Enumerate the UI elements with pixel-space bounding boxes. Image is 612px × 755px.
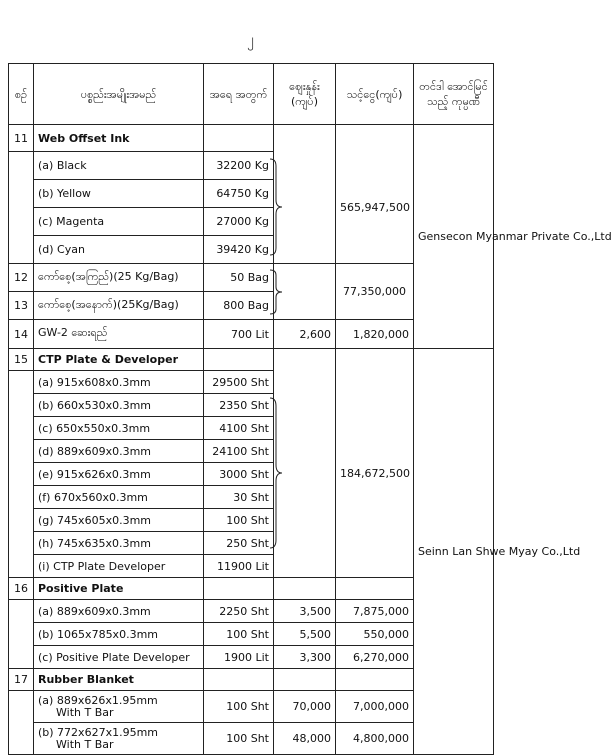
amount-cell: 550,000 xyxy=(336,623,414,646)
brace-icon xyxy=(268,269,284,315)
row-no: 17 xyxy=(9,669,34,691)
qty-cell: 4100 Sht xyxy=(204,417,274,440)
item-cell: ကော်စေ့(အနောက်)(25Kg/Bag) xyxy=(34,292,204,320)
company-cell-2 xyxy=(414,349,581,755)
qty-cell: 100 Sht xyxy=(204,723,274,755)
item-cell: ကော်စေ့(အကြည်)(25 Kg/Bag) xyxy=(34,264,204,292)
qty-cell xyxy=(204,669,274,691)
qty-cell: 27000 Kg xyxy=(204,208,274,236)
qty-cell: 700 Lit xyxy=(204,320,274,349)
row-no xyxy=(9,463,34,486)
brace-cell xyxy=(274,152,336,264)
row-no xyxy=(9,600,34,623)
item-cell: (a) 889x609x0.3mm xyxy=(34,600,204,623)
qty-cell: 1900 Lit xyxy=(204,646,274,669)
price-cell: 48,000 xyxy=(274,723,336,755)
row-no xyxy=(9,417,34,440)
row-no xyxy=(9,440,34,463)
qty-cell: 29500 Sht xyxy=(204,371,274,394)
item-cell: (i) CTP Plate Developer xyxy=(34,555,204,578)
row-no: 11 xyxy=(9,125,34,152)
qty-cell xyxy=(204,578,274,600)
amount-cell: 77,350,000 xyxy=(336,264,414,320)
item-cell: (d) Cyan xyxy=(34,236,204,264)
qty-cell: 2350 Sht xyxy=(204,394,274,417)
price-cell: 3,300 xyxy=(274,646,336,669)
row-no xyxy=(9,691,34,723)
row-no: 15 xyxy=(9,349,34,371)
company-cell-1 xyxy=(414,125,612,349)
group-title: CTP Plate & Developer xyxy=(34,349,204,371)
row-no: 13 xyxy=(9,292,34,320)
row-no xyxy=(9,208,34,236)
row-no: 12 xyxy=(9,264,34,292)
brace-icon xyxy=(268,397,284,549)
row-no xyxy=(9,152,34,180)
amount-cell: 184,672,500 xyxy=(336,371,414,578)
qty-cell: 250 Sht xyxy=(204,532,274,555)
amount-cell xyxy=(336,349,414,371)
table-row xyxy=(9,125,494,152)
row-no: 16 xyxy=(9,578,34,600)
company-name: Seinn Lan Shwe Myay Co.,Ltd xyxy=(418,545,581,558)
qty-cell: 100 Sht xyxy=(204,509,274,532)
header-amount: သင့်ငွေ(ကျပ်) xyxy=(336,64,414,125)
item-cell: (h) 745x635x0.3mm xyxy=(34,532,204,555)
qty-cell: 11900 Lit xyxy=(204,555,274,578)
qty-cell: 39420 Kg xyxy=(204,236,274,264)
qty-cell: 30 Sht xyxy=(204,486,274,509)
item-line-1: (b) 772x627x1.95mm xyxy=(38,725,158,739)
qty-cell: 32200 Kg xyxy=(204,152,274,180)
header-qty: အရေ အတွက် xyxy=(204,64,274,125)
amount-cell xyxy=(336,578,414,600)
amount-cell xyxy=(336,669,414,691)
row-no xyxy=(9,555,34,578)
row-no xyxy=(9,180,34,208)
row-no xyxy=(9,509,34,532)
price-cell: 2,600 xyxy=(274,320,336,349)
header-price: ဈေးနှုန်း (ကျပ်) xyxy=(274,64,336,125)
row-no xyxy=(9,236,34,264)
item-cell: (a) 915x608x0.3mm xyxy=(34,371,204,394)
item-cell: (c) Positive Plate Developer xyxy=(34,646,204,669)
item-line-2: With T Bar xyxy=(56,705,114,719)
header-company: တင်ဒါ အောင်မြင်သည့် ကုမ္ပဏီ xyxy=(414,64,494,125)
row-no xyxy=(9,723,34,755)
qty-cell: 24100 Sht xyxy=(204,440,274,463)
item-cell: (b) 1065x785x0.3mm xyxy=(34,623,204,646)
row-no xyxy=(9,646,34,669)
row-no xyxy=(9,394,34,417)
item-cell xyxy=(34,723,204,755)
row-no xyxy=(9,623,34,646)
amount-cell: 7,875,000 xyxy=(336,600,414,623)
company-name: Gensecon Myanmar Private Co.,Ltd xyxy=(418,230,612,243)
table-row xyxy=(9,349,494,371)
amount-cell: 7,000,000 xyxy=(336,691,414,723)
price-cell: 3,500 xyxy=(274,600,336,623)
amount-cell: 6,270,000 xyxy=(336,646,414,669)
qty-cell: 100 Sht xyxy=(204,623,274,646)
brace-cell xyxy=(274,371,336,578)
procurement-table xyxy=(8,63,612,755)
qty-cell: 800 Bag xyxy=(204,292,274,320)
qty-cell: 3000 Sht xyxy=(204,463,274,486)
price-cell xyxy=(274,125,336,152)
qty-cell: 64750 Kg xyxy=(204,180,274,208)
row-no xyxy=(9,532,34,555)
qty-cell xyxy=(204,125,274,152)
item-cell: (c) Magenta xyxy=(34,208,204,236)
price-cell: 5,500 xyxy=(274,623,336,646)
group-title: Positive Plate xyxy=(34,578,204,600)
price-cell xyxy=(274,669,336,691)
item-cell: (f) 670x560x0.3mm xyxy=(34,486,204,509)
page-number: ၂ xyxy=(247,32,254,48)
price-cell xyxy=(274,578,336,600)
item-cell: (d) 889x609x0.3mm xyxy=(34,440,204,463)
row-no xyxy=(9,371,34,394)
item-cell: (c) 650x550x0.3mm xyxy=(34,417,204,440)
amount-cell: 565,947,500 xyxy=(336,152,414,264)
item-cell: (g) 745x605x0.3mm xyxy=(34,509,204,532)
price-cell xyxy=(274,349,336,371)
amount-cell: 1,820,000 xyxy=(336,320,414,349)
item-line-1: (a) 889x626x1.95mm xyxy=(38,693,158,707)
row-no xyxy=(9,486,34,509)
header-row xyxy=(9,64,494,125)
amount-cell xyxy=(336,125,414,152)
qty-cell: 50 Bag xyxy=(204,264,274,292)
row-no: 14 xyxy=(9,320,34,349)
header-item: ပစ္စည်းအမျိုးအမည် xyxy=(34,64,204,125)
item-cell: (b) Yellow xyxy=(34,180,204,208)
brace-cell xyxy=(274,264,336,320)
brace-icon xyxy=(268,158,284,256)
price-cell: 70,000 xyxy=(274,691,336,723)
item-line-2: With T Bar xyxy=(56,737,114,751)
qty-cell xyxy=(204,349,274,371)
group-title: Web Offset Ink xyxy=(34,125,204,152)
qty-cell: 100 Sht xyxy=(204,691,274,723)
item-cell: (b) 660x530x0.3mm xyxy=(34,394,204,417)
item-cell: GW-2 ဆေးရည် xyxy=(34,320,204,349)
qty-cell: 2250 Sht xyxy=(204,600,274,623)
header-no: စဉ် xyxy=(9,64,34,125)
amount-cell: 4,800,000 xyxy=(336,723,414,755)
item-cell: (a) Black xyxy=(34,152,204,180)
item-cell: (e) 915x626x0.3mm xyxy=(34,463,204,486)
group-title: Rubber Blanket xyxy=(34,669,204,691)
item-cell xyxy=(34,691,204,723)
